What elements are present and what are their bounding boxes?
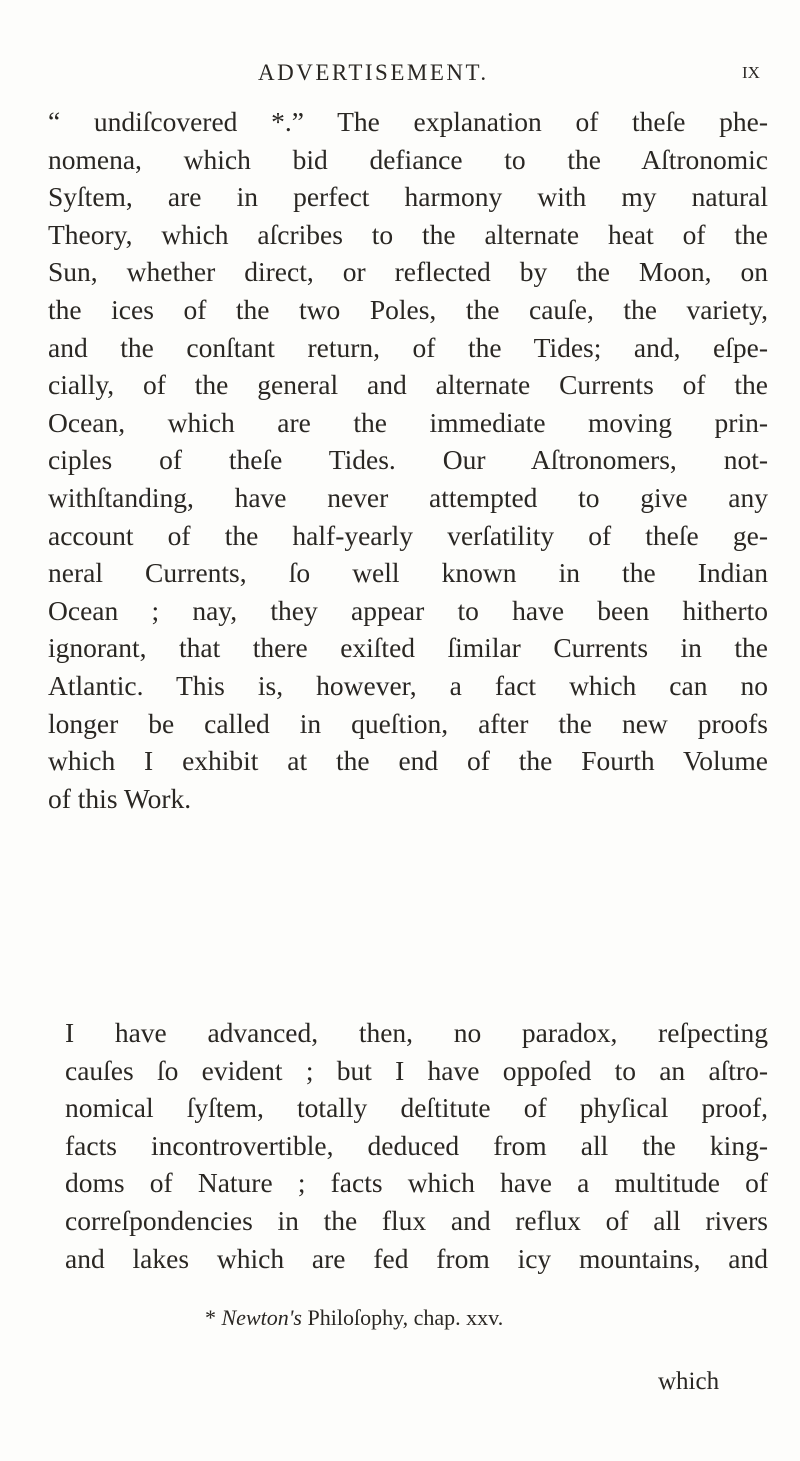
text-line: longer be called in queſtion, after the new proofs [48, 707, 768, 739]
text-line: facts incontrovertible, deduced from all the king- [65, 1129, 768, 1161]
text-line: neral Currents, ſo well known in the Indian [48, 557, 768, 589]
text-line: withſtanding, have never attempted to give any [48, 481, 768, 513]
footnote [205, 1305, 503, 1331]
page-number: ix [742, 58, 760, 84]
text-line: nomical ſyſtem, totally deſtitute of phyſical proof, [65, 1092, 768, 1124]
footnote-marker: * [205, 1305, 216, 1330]
text-line: cauſes ſo evident ; but I have oppoſed to an aſtro- [65, 1054, 768, 1086]
paragraph-1 [48, 103, 768, 817]
running-head [0, 52, 800, 92]
text-line: nomena, which bid defiance to the Aſtronomic [48, 143, 768, 175]
text-line: Syſtem, are in perfect harmony with my natural [48, 181, 768, 213]
text-line: correſpondencies in the flux and reflux of all rivers [65, 1204, 768, 1236]
text-line: and lakes which are fed from icy mountains, and [65, 1242, 768, 1274]
text-line: Atlantic. This is, however, a fact which can no [48, 669, 768, 701]
text-line: and the conſtant return, of the Tides; and, eſpe- [48, 331, 768, 363]
paragraph-2 [48, 1014, 768, 1277]
text-line: account of the half-yearly verſatility of theſe ge- [48, 519, 768, 551]
text-line: Theory, which aſcribes to the alternate heat of the [48, 218, 768, 250]
footnote-author: Newton's [221, 1305, 302, 1330]
footnote-text: Philoſophy, chap. xxv. [307, 1305, 504, 1330]
text-line: of this Work. [48, 782, 192, 814]
text-line: Ocean ; nay, they appear to have been hitherto [48, 594, 768, 626]
text-line: which I exhibit at the end of the Fourth Volume [48, 745, 768, 777]
text-line: ignorant, that there exiſted ſimilar Currents in the [48, 632, 768, 664]
text-line: I have advanced, then, no paradox, reſpecting [65, 1017, 768, 1048]
text-line: Ocean, which are the immediate moving prin- [48, 406, 768, 438]
text-line: “ undiſcovered *.” The explanation of theſe phe- [48, 106, 768, 137]
text-line: Sun, whether direct, or reflected by the Moon, on [48, 256, 768, 288]
text-line: doms of Nature ; facts which have a multitude of [65, 1167, 768, 1199]
text-line: cially, of the general and alternate Currents of the [48, 369, 768, 401]
catchword: which [658, 1368, 720, 1395]
running-title: ADVERTISEMENT. [258, 60, 489, 85]
text-line: the ices of the two Poles, the cauſe, the variety, [48, 293, 768, 325]
text-line: ciples of theſe Tides. Our Aſtronomers, not- [48, 444, 768, 476]
